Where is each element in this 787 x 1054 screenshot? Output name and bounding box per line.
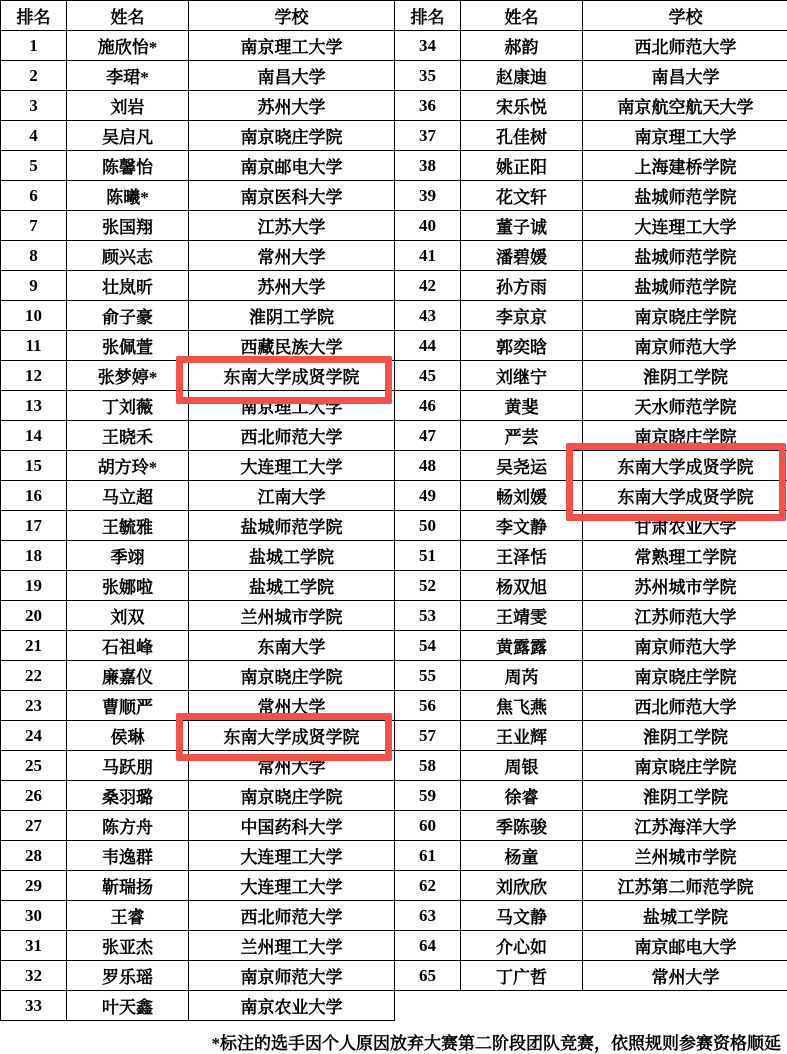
table-row — [1, 31, 787, 61]
cell-school-right: 淮阴工学院 — [583, 781, 787, 811]
cell-school-left: 盐城师范学院 — [189, 511, 395, 541]
cell-name-right: 郭奕晗 — [461, 331, 583, 361]
cell-rank-left: 31 — [1, 931, 67, 961]
cell-name-left: 罗乐瑶 — [67, 961, 189, 991]
cell-name-left: 张国翔 — [67, 211, 189, 241]
cell-rank-left: 18 — [1, 541, 67, 571]
cell-school-right: 西北师范大学 — [583, 31, 787, 61]
table-row — [1, 541, 787, 571]
cell-rank-right: 48 — [395, 451, 461, 481]
cell-rank-left: 2 — [1, 61, 67, 91]
cell-rank-right: 53 — [395, 601, 461, 631]
cell-rank-right: 56 — [395, 691, 461, 721]
cell-school-right: 盐城师范学院 — [583, 181, 787, 211]
cell-school-left: 西北师范大学 — [189, 421, 395, 451]
table-row — [1, 91, 787, 121]
cell-rank-right: 54 — [395, 631, 461, 661]
cell-name-right: 季陈骏 — [461, 811, 583, 841]
cell-school-right: 盐城师范学院 — [583, 241, 787, 271]
cell-school-right: 天水师范学院 — [583, 391, 787, 421]
table-row — [1, 811, 787, 841]
cell-school-left: 常州大学 — [189, 751, 395, 781]
cell-school-left: 东南大学成贤学院 — [189, 721, 395, 751]
cell-name-right: 杨双旭 — [461, 571, 583, 601]
cell-school-right: 江苏海洋大学 — [583, 811, 787, 841]
cell-rank-right: 40 — [395, 211, 461, 241]
cell-rank-left: 15 — [1, 451, 67, 481]
cell-rank-right: 60 — [395, 811, 461, 841]
cell-school-left: 南京农业大学 — [189, 991, 395, 1021]
cell-rank-right: 59 — [395, 781, 461, 811]
cell-rank-left: 12 — [1, 361, 67, 391]
cell-name-right: 赵康迪 — [461, 61, 583, 91]
table-row — [1, 421, 787, 451]
cell-name-left: 靳瑞扬 — [67, 871, 189, 901]
header-rank-left: 排名 — [1, 1, 67, 31]
cell-school-left: 苏州大学 — [189, 271, 395, 301]
cell-school-right: 江苏第二师范学院 — [583, 871, 787, 901]
cell-name-right: 刘继宁 — [461, 361, 583, 391]
cell-rank-right: 41 — [395, 241, 461, 271]
cell-school-right: 淮阴工学院 — [583, 361, 787, 391]
cell-school-right: 南昌大学 — [583, 61, 787, 91]
cell-rank-right: 44 — [395, 331, 461, 361]
cell-name-right: 刘欣欣 — [461, 871, 583, 901]
cell-school-left: 大连理工大学 — [189, 451, 395, 481]
cell-school-left: 南京晓庄学院 — [189, 121, 395, 151]
cell-name-left: 陈馨怡 — [67, 151, 189, 181]
cell-rank-left: 14 — [1, 421, 67, 451]
cell-rank-right — [395, 991, 461, 1021]
table-row — [1, 211, 787, 241]
cell-rank-left: 29 — [1, 871, 67, 901]
table-row — [1, 151, 787, 181]
cell-name-left: 丁刘薇 — [67, 391, 189, 421]
cell-name-left: 马跃朋 — [67, 751, 189, 781]
cell-name-right: 丁广哲 — [461, 961, 583, 991]
cell-school-right: 南京晓庄学院 — [583, 751, 787, 781]
cell-rank-right: 55 — [395, 661, 461, 691]
cell-school-left: 南京晓庄学院 — [189, 781, 395, 811]
cell-rank-left: 11 — [1, 331, 67, 361]
cell-name-right: 孙方雨 — [461, 271, 583, 301]
cell-rank-right: 62 — [395, 871, 461, 901]
table-row — [1, 391, 787, 421]
cell-rank-right: 52 — [395, 571, 461, 601]
cell-rank-right: 47 — [395, 421, 461, 451]
cell-school-left: 大连理工大学 — [189, 841, 395, 871]
table-row — [1, 361, 787, 391]
cell-rank-right: 43 — [395, 301, 461, 331]
cell-rank-left: 4 — [1, 121, 67, 151]
cell-school-right — [583, 991, 787, 1021]
cell-rank-left: 24 — [1, 721, 67, 751]
cell-school-right: 南京师范大学 — [583, 631, 787, 661]
cell-name-left: 桑羽璐 — [67, 781, 189, 811]
cell-name-left: 张娜啦 — [67, 571, 189, 601]
cell-school-left: 西北师范大学 — [189, 901, 395, 931]
cell-rank-left: 5 — [1, 151, 67, 181]
cell-rank-left: 10 — [1, 301, 67, 331]
table-row — [1, 871, 787, 901]
cell-name-right: 姚正阳 — [461, 151, 583, 181]
cell-name-left: 俞子豪 — [67, 301, 189, 331]
cell-rank-right: 39 — [395, 181, 461, 211]
cell-name-left: 胡方玲* — [67, 451, 189, 481]
cell-name-left: 季翊 — [67, 541, 189, 571]
cell-rank-left: 25 — [1, 751, 67, 781]
cell-name-right: 周银 — [461, 751, 583, 781]
cell-name-right: 周芮 — [461, 661, 583, 691]
cell-school-right: 甘肃农业大学 — [583, 511, 787, 541]
cell-name-right: 宋乐悦 — [461, 91, 583, 121]
cell-name-left: 陈曦* — [67, 181, 189, 211]
table-row — [1, 901, 787, 931]
cell-school-right: 江苏师范大学 — [583, 601, 787, 631]
table-row — [1, 181, 787, 211]
cell-rank-left: 9 — [1, 271, 67, 301]
cell-school-left: 大连理工大学 — [189, 871, 395, 901]
cell-name-left: 张佩萱 — [67, 331, 189, 361]
cell-school-right: 盐城工学院 — [583, 901, 787, 931]
cell-school-right: 淮阴工学院 — [583, 721, 787, 751]
cell-name-left: 施欣怡* — [67, 31, 189, 61]
cell-rank-left: 16 — [1, 481, 67, 511]
ranking-table-body — [1, 1, 787, 1021]
cell-rank-left: 20 — [1, 601, 67, 631]
cell-rank-right: 36 — [395, 91, 461, 121]
cell-rank-right: 61 — [395, 841, 461, 871]
table-row — [1, 451, 787, 481]
cell-name-left: 曹顺严 — [67, 691, 189, 721]
table-row — [1, 691, 787, 721]
header-name-right: 姓名 — [461, 1, 583, 31]
cell-school-right: 南京师范大学 — [583, 331, 787, 361]
cell-school-right: 东南大学成贤学院 — [583, 451, 787, 481]
cell-school-right: 南京晓庄学院 — [583, 661, 787, 691]
cell-school-right: 大连理工大学 — [583, 211, 787, 241]
cell-name-right: 王泽恬 — [461, 541, 583, 571]
cell-rank-right: 42 — [395, 271, 461, 301]
cell-rank-right: 46 — [395, 391, 461, 421]
cell-rank-right: 57 — [395, 721, 461, 751]
table-row — [1, 241, 787, 271]
cell-name-left: 刘岩 — [67, 91, 189, 121]
cell-school-left: 兰州城市学院 — [189, 601, 395, 631]
cell-name-left: 廉嘉仪 — [67, 661, 189, 691]
header-school-left: 学校 — [189, 1, 395, 31]
cell-rank-left: 26 — [1, 781, 67, 811]
cell-rank-left: 33 — [1, 991, 67, 1021]
cell-name-right: 黄斐 — [461, 391, 583, 421]
cell-school-right: 西北师范大学 — [583, 691, 787, 721]
cell-rank-left: 6 — [1, 181, 67, 211]
cell-rank-left: 32 — [1, 961, 67, 991]
cell-school-left: 南京邮电大学 — [189, 151, 395, 181]
cell-name-right — [461, 991, 583, 1021]
table-row — [1, 481, 787, 511]
cell-rank-right: 37 — [395, 121, 461, 151]
cell-name-left: 王毓雅 — [67, 511, 189, 541]
cell-rank-left: 7 — [1, 211, 67, 241]
cell-rank-right: 51 — [395, 541, 461, 571]
cell-school-left: 南京晓庄学院 — [189, 661, 395, 691]
table-row — [1, 331, 787, 361]
cell-school-right: 南京晓庄学院 — [583, 301, 787, 331]
footnote: *标注的选手因个人原因放弃大赛第二阶段团队竞赛，依照规则参赛资格顺延 — [0, 1021, 787, 1054]
cell-school-left: 中国药科大学 — [189, 811, 395, 841]
cell-school-right: 南京邮电大学 — [583, 931, 787, 961]
cell-name-left: 顾兴志 — [67, 241, 189, 271]
cell-rank-left: 3 — [1, 91, 67, 121]
cell-name-right: 潘碧媛 — [461, 241, 583, 271]
cell-rank-left: 19 — [1, 571, 67, 601]
cell-name-left: 石祖峰 — [67, 631, 189, 661]
table-row — [1, 121, 787, 151]
table-row — [1, 661, 787, 691]
cell-name-right: 马文静 — [461, 901, 583, 931]
cell-name-right: 杨童 — [461, 841, 583, 871]
cell-school-left: 西藏民族大学 — [189, 331, 395, 361]
cell-name-right: 焦飞燕 — [461, 691, 583, 721]
cell-school-right: 南京晓庄学院 — [583, 421, 787, 451]
cell-rank-right: 63 — [395, 901, 461, 931]
cell-name-right: 徐睿 — [461, 781, 583, 811]
cell-rank-right: 49 — [395, 481, 461, 511]
table-row — [1, 721, 787, 751]
cell-name-left: 王晓禾 — [67, 421, 189, 451]
cell-school-right: 南京理工大学 — [583, 121, 787, 151]
cell-rank-left: 23 — [1, 691, 67, 721]
cell-school-right: 东南大学成贤学院 — [583, 481, 787, 511]
table-row — [1, 601, 787, 631]
cell-school-left: 常州大学 — [189, 241, 395, 271]
table-row — [1, 841, 787, 871]
cell-school-left: 东南大学 — [189, 631, 395, 661]
table-row — [1, 511, 787, 541]
cell-rank-left: 17 — [1, 511, 67, 541]
table-row — [1, 931, 787, 961]
cell-name-right: 王业辉 — [461, 721, 583, 751]
cell-school-right: 南京航空航天大学 — [583, 91, 787, 121]
cell-rank-right: 65 — [395, 961, 461, 991]
cell-name-left: 马立超 — [67, 481, 189, 511]
cell-name-left: 叶天鑫 — [67, 991, 189, 1021]
cell-rank-right: 38 — [395, 151, 461, 181]
cell-rank-left: 28 — [1, 841, 67, 871]
cell-school-right: 盐城师范学院 — [583, 271, 787, 301]
cell-rank-right: 45 — [395, 361, 461, 391]
cell-school-right: 上海建桥学院 — [583, 151, 787, 181]
cell-name-right: 李文静 — [461, 511, 583, 541]
cell-name-right: 孔佳树 — [461, 121, 583, 151]
table-row — [1, 271, 787, 301]
cell-school-left: 常州大学 — [189, 691, 395, 721]
cell-name-right: 严芸 — [461, 421, 583, 451]
cell-rank-right: 50 — [395, 511, 461, 541]
cell-rank-left: 22 — [1, 661, 67, 691]
cell-school-left: 盐城工学院 — [189, 571, 395, 601]
header-rank-right: 排名 — [395, 1, 461, 31]
table-row — [1, 751, 787, 781]
cell-name-left: 张梦婷* — [67, 361, 189, 391]
cell-school-left: 淮阴工学院 — [189, 301, 395, 331]
cell-school-left: 南京理工大学 — [189, 391, 395, 421]
cell-school-right: 常熟理工学院 — [583, 541, 787, 571]
cell-rank-left: 30 — [1, 901, 67, 931]
cell-rank-right: 58 — [395, 751, 461, 781]
cell-school-right: 兰州城市学院 — [583, 841, 787, 871]
cell-name-left: 吴启凡 — [67, 121, 189, 151]
cell-rank-right: 35 — [395, 61, 461, 91]
cell-rank-right: 34 — [395, 31, 461, 61]
cell-rank-left: 8 — [1, 241, 67, 271]
cell-school-left: 兰州理工大学 — [189, 931, 395, 961]
cell-rank-right: 64 — [395, 931, 461, 961]
cell-school-left: 南京师范大学 — [189, 961, 395, 991]
cell-name-right: 李京京 — [461, 301, 583, 331]
header-name-left: 姓名 — [67, 1, 189, 31]
cell-name-left: 张亚杰 — [67, 931, 189, 961]
cell-school-left: 盐城工学院 — [189, 541, 395, 571]
cell-school-left: 苏州大学 — [189, 91, 395, 121]
cell-name-right: 黄露露 — [461, 631, 583, 661]
cell-school-left: 南京医科大学 — [189, 181, 395, 211]
cell-name-right: 郝韵 — [461, 31, 583, 61]
cell-name-right: 畅刘媛 — [461, 481, 583, 511]
cell-school-left: 南京理工大学 — [189, 31, 395, 61]
cell-rank-left: 21 — [1, 631, 67, 661]
header-school-right: 学校 — [583, 1, 787, 31]
cell-name-left: 壮岚昕 — [67, 271, 189, 301]
cell-school-left: 江南大学 — [189, 481, 395, 511]
cell-name-left: 李珺* — [67, 61, 189, 91]
cell-school-left: 东南大学成贤学院 — [189, 361, 395, 391]
table-row — [1, 61, 787, 91]
cell-name-right: 吴尧运 — [461, 451, 583, 481]
cell-rank-left: 13 — [1, 391, 67, 421]
table-row — [1, 571, 787, 601]
table-row — [1, 991, 787, 1021]
cell-school-left: 江苏大学 — [189, 211, 395, 241]
cell-name-left: 刘双 — [67, 601, 189, 631]
cell-school-left: 南昌大学 — [189, 61, 395, 91]
cell-name-left: 韦逸群 — [67, 841, 189, 871]
cell-name-right: 介心如 — [461, 931, 583, 961]
cell-school-right: 苏州城市学院 — [583, 571, 787, 601]
table-row — [1, 631, 787, 661]
table-header-row — [1, 1, 787, 31]
cell-name-left: 王睿 — [67, 901, 189, 931]
table-row — [1, 301, 787, 331]
cell-name-right: 董子诚 — [461, 211, 583, 241]
cell-rank-left: 27 — [1, 811, 67, 841]
cell-name-right: 花文轩 — [461, 181, 583, 211]
cell-school-right: 常州大学 — [583, 961, 787, 991]
table-row — [1, 961, 787, 991]
cell-name-left: 陈方舟 — [67, 811, 189, 841]
cell-name-left: 侯琳 — [67, 721, 189, 751]
cell-name-right: 王靖雯 — [461, 601, 583, 631]
cell-rank-left: 1 — [1, 31, 67, 61]
table-row — [1, 781, 787, 811]
